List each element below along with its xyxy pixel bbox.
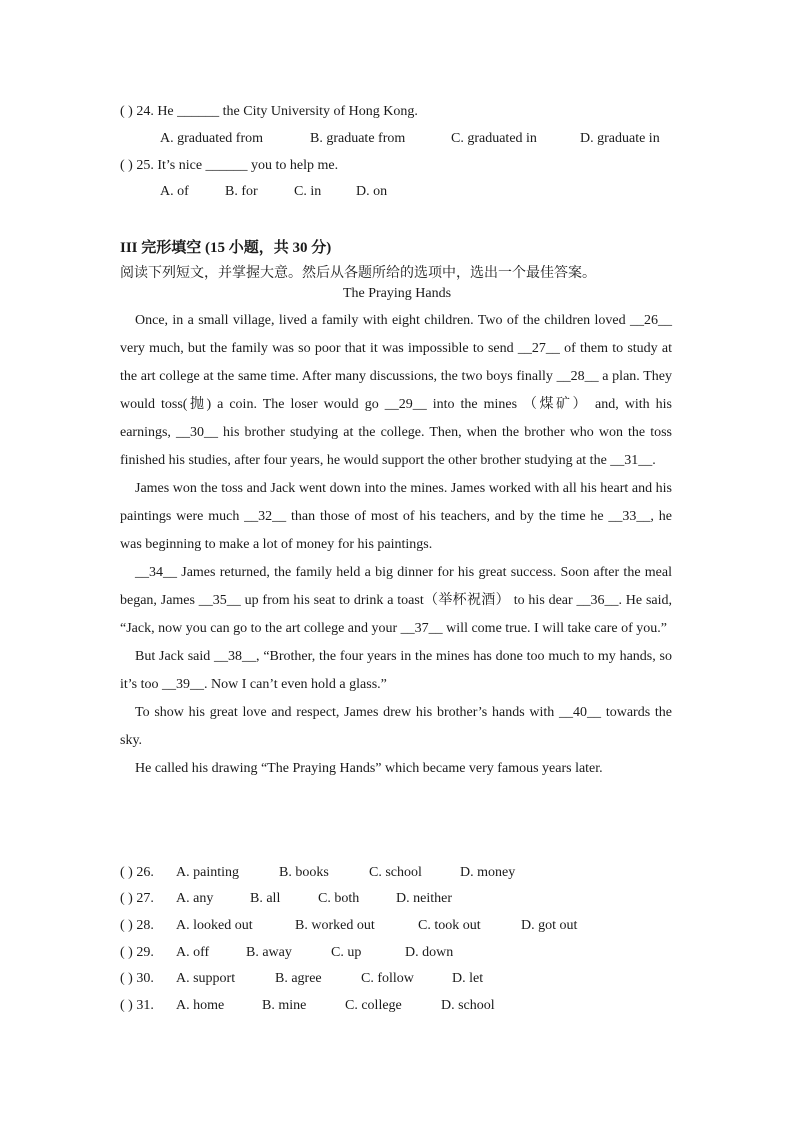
option-d: D. neither: [396, 891, 452, 906]
option-b: B. all: [250, 891, 281, 906]
option-d: D. got out: [521, 918, 578, 933]
option-c: C. follow: [361, 971, 414, 986]
option-c: C. graduated in: [451, 131, 537, 146]
question-number: ( ) 29.: [120, 945, 154, 960]
option-d: D. school: [441, 998, 495, 1013]
option-a: A. home: [176, 998, 225, 1013]
option-a: A. painting: [176, 865, 239, 880]
question-25-options: [160, 184, 387, 200]
option-b: B. graduate from: [310, 131, 406, 146]
passage-paragraph-6: He called his drawing “The Praying Hands” which became very famous years later.: [135, 761, 603, 776]
option-b: B. agree: [275, 971, 322, 986]
question-24-options: [160, 131, 660, 147]
answer-row-28: [120, 918, 577, 934]
option-d: D. on: [356, 184, 388, 199]
option-a: A. off: [176, 945, 210, 960]
option-a: A. any: [176, 891, 214, 906]
option-c: C. both: [318, 891, 360, 906]
answer-row-31: [120, 998, 495, 1014]
passage: [120, 307, 672, 783]
option-b: B. mine: [262, 998, 307, 1013]
option-c: C. school: [369, 865, 422, 880]
answer-row-27: [120, 891, 452, 907]
option-c: C. took out: [418, 918, 481, 933]
question-number: ( ) 28.: [120, 918, 154, 933]
option-c: C. college: [345, 998, 402, 1013]
option-b: B. away: [246, 945, 292, 960]
option-c: C. up: [331, 945, 362, 960]
option-b: B. books: [279, 865, 329, 880]
option-c: C. in: [294, 184, 322, 199]
passage-title: The Praying Hands: [342, 286, 452, 301]
section-heading: III 完形填空 (15 小题，共 30 分): [120, 240, 332, 256]
passage-paragraph-4: But Jack said __38__, “Brother, the four years in the mines has done too much to my hands, so it’s too __39__. Now I can’t even hold a glass.”: [120, 649, 672, 692]
option-a: A. of: [160, 184, 189, 199]
question-25-stem: ( ) 25. It’s nice ______ you to help me.: [120, 158, 339, 173]
option-b: B. worked out: [295, 918, 375, 933]
question-number: ( ) 26.: [120, 865, 154, 880]
answer-row-29: [120, 945, 453, 961]
question-number: ( ) 30.: [120, 971, 154, 986]
passage-paragraph-3: __34__ James returned, the family held a big dinner for his great success. Soon after the meal began, James __35__ up from his seat to drink a toast（举杯祝酒） to his dear __36__. He said, “Jack, now you can go to the art college and your __37__ will come true. I will take care of you.”: [120, 565, 672, 636]
option-d: D. let: [452, 971, 484, 986]
option-a: A. looked out: [176, 918, 253, 933]
question-number: ( ) 27.: [120, 891, 154, 906]
passage-paragraph-1: Once, in a small village, lived a family with eight children. Two of the children loved __26__ very much, but the family was so poor that it was impossible to send __27__ of them to study at the art college at the same time. After many discussions, the two boys finally __28__ a plan. They would toss(抛) a coin. The loser would go __29__ into the mines （煤矿） and, with his earnings, __30__ his brother studying at the college. Then, when the brother who won the toss finished his studies, after four years, he would support the other brother studying at the __31__.: [120, 313, 672, 468]
section-instruction: 阅读下列短文，并掌握大意。然后从各题所给的选项中，选出一个最佳答案。: [120, 266, 596, 281]
passage-paragraph-2: James won the toss and Jack went down into the mines. James worked with all his heart and his paintings were much __32__ than those of most of his teachers, and by the time he __33__, he was beginning to make a lot of money for his paintings.: [120, 481, 672, 552]
question-number: ( ) 31.: [120, 998, 154, 1013]
option-a: A. graduated from: [160, 131, 264, 146]
option-a: A. support: [176, 971, 236, 986]
answer-row-26: [120, 865, 515, 881]
question-24-stem: ( ) 24. He ______ the City University of Hong Kong.: [120, 104, 418, 119]
answer-row-30: [120, 971, 483, 987]
option-b: B. for: [225, 184, 258, 199]
option-d: D. down: [405, 945, 454, 960]
option-d: D. graduate in: [580, 131, 660, 146]
option-d: D. money: [460, 865, 516, 880]
passage-paragraph-5: To show his great love and respect, James drew his brother’s hands with __40__ towards the sky.: [120, 705, 672, 748]
